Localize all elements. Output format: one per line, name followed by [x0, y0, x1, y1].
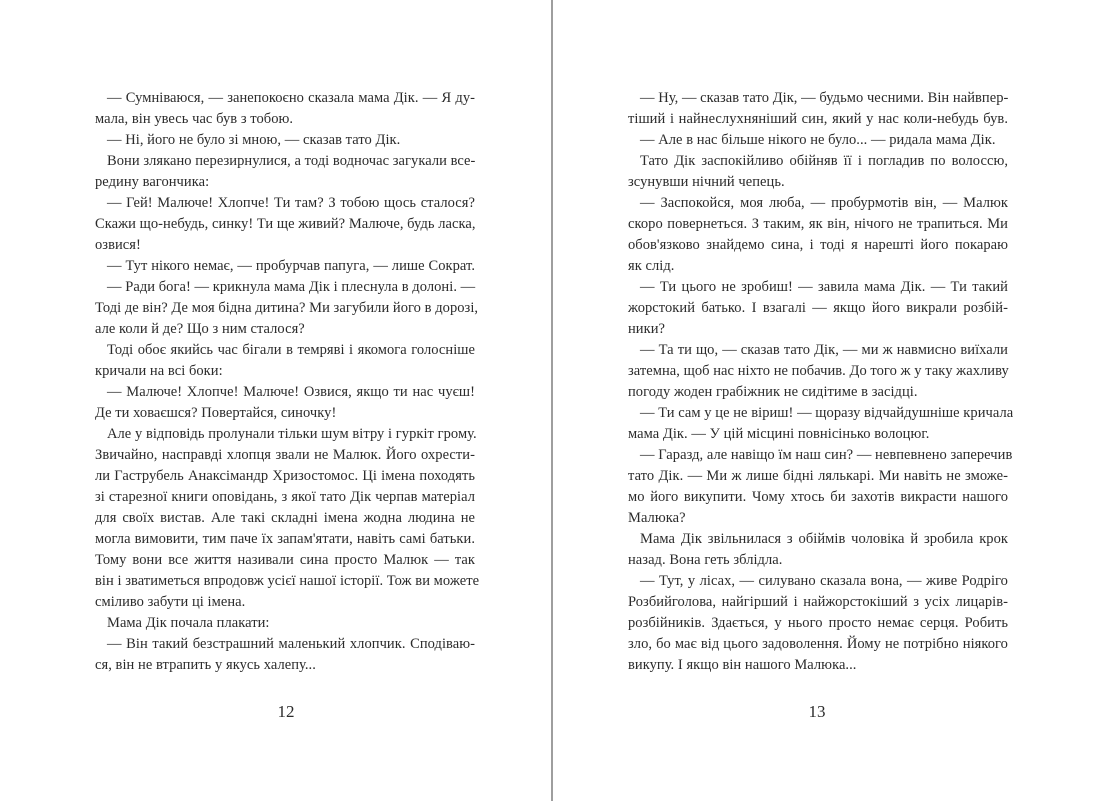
text-line: Звичайно, насправді хлопця звали не Малюк. Його охрести-	[95, 447, 475, 463]
text-line: — Ні, його не було зі мною, — сказав тато Дік.	[107, 132, 401, 148]
text-line: ся, він не втрапить у якусь халепу...	[95, 657, 316, 673]
left-page	[95, 88, 480, 676]
text-line: зі старезної книги оповідань, з якої тато Дік черпав матеріал	[95, 489, 475, 505]
text-line: зло, бо має від цього задоволення. Йому не потрібно ніякого	[628, 636, 1008, 652]
text-line: Розбийголова, найгірший і найжорстокіший з усіх лицарів-	[628, 594, 1008, 610]
text-line: викупу. І якщо він нашого Малюка...	[628, 657, 857, 673]
text-line: ли Гаструбель Анаксімандр Хризостомос. Ці імена походять	[95, 468, 475, 484]
text-line: як слід.	[628, 258, 675, 274]
text-line: — Сумніваюся, — занепокоєно сказала мама Дік. — Я ду-	[107, 90, 475, 106]
text-line: погоду жоден грабіжник не сидітиме в засідці.	[628, 384, 918, 400]
text-line: Але у відповідь пролунали тільки шум вітру і гуркіт грому.	[107, 426, 477, 442]
text-line: — Тут, у лісах, — силувано сказала вона, — живе Родріго	[640, 573, 1008, 589]
text-line: Скажи що-небудь, синку! Ти ще живий? Малюче, будь ласка,	[95, 216, 476, 232]
text-line: озвися!	[95, 237, 141, 253]
text-line: — Він такий безстрашний маленький хлопчик. Сподіваю-	[107, 636, 475, 652]
text-line: назад. Вона геть зблідла.	[628, 552, 783, 568]
page-number-right: 13	[808, 702, 826, 721]
text-line: він і зватиметься впродовж усієї нашої історії. Тож ви можете	[95, 573, 480, 589]
text-line: Тоді обоє якийсь час бігали в темряві і якомога голосніше	[107, 342, 475, 358]
text-line: — Але в нас більше нікого не було... — ридала мама Дік.	[640, 132, 996, 148]
text-line: — Ну, — сказав тато Дік, — будьмо чесними. Він найвпер-	[640, 90, 1009, 106]
text-line: сміливо забути ці імена.	[95, 594, 246, 610]
text-line: — Заспокойся, моя люба, — пробурмотів він, — Малюк	[640, 195, 1008, 211]
text-line: жорстокий батько. І взагалі — якщо його викрали розбій-	[628, 300, 1008, 316]
text-line: затемна, щоб нас ніхто не побачив. До того ж у таку жахливу	[628, 363, 1009, 379]
text-line: — Гей! Малюче! Хлопче! Ти там? З тобою щось сталося?	[107, 195, 475, 211]
text-line: але коли й де? Що з ним сталося?	[95, 321, 305, 337]
text-line: скоро повернеться. З таким, як він, нічого не трапиться. Ми	[628, 216, 1008, 232]
text-line: Де ти ховаєшся? Повертайся, синочку!	[95, 405, 337, 421]
text-line: тато Дік. — Ми ж лише бідні лялькарі. Ми навіть не зможе-	[628, 468, 1008, 484]
text-line: мо його викупити. Чому хтось би захотів викрасти нашого	[628, 489, 1008, 505]
text-line: Мама Дік почала плакати:	[107, 615, 270, 631]
text-line: — Малюче! Хлопче! Малюче! Озвися, якщо ти нас чуєш!	[107, 384, 475, 400]
text-line: редину вагончика:	[95, 174, 210, 190]
text-line: — Тут нікого немає, — пробурчав папуга, — лише Сократ.	[107, 258, 475, 274]
text-line: для своїх вистав. Але такі складні імена жодна людина не	[95, 510, 475, 526]
text-line: могла вимовити, тим паче їх запам'ятати, навіть самі батьки.	[95, 531, 475, 547]
text-line: зсунувши нічний чепець.	[628, 174, 785, 190]
text-line: ники?	[628, 321, 666, 337]
text-line: обов'язково знайдемо сина, і тоді я нарешті його покараю	[628, 237, 1008, 253]
text-line: — Ради бога! — крикнула мама Дік і плеснула в долоні. —	[107, 279, 476, 295]
text-line: Тато Дік заспокійливо обійняв її і погладив по волоссю,	[640, 153, 1008, 169]
text-line: розбійників. Здається, у нього просто немає серця. Робить	[628, 615, 1008, 631]
text-line: — Та ти що, — сказав тато Дік, — ми ж навмисно виїхали	[640, 342, 1008, 358]
text-line: — Гаразд, але навіщо їм наш син? — невпевнено заперечив	[640, 447, 1013, 463]
text-line: мала, він увесь час був з тобою.	[95, 111, 294, 127]
page-gutter	[551, 0, 553, 801]
text-line: Тоді де він? Де моя бідна дитина? Ми загубили його в дорозі,	[95, 300, 479, 316]
text-line: — Ти цього не зробиш! — завила мама Дік. — Ти такий	[640, 279, 1008, 295]
text-line: Вони злякано перезирнулися, а тоді водночас загукали все-	[107, 153, 476, 169]
text-line: мама Дік. — У цій місцині повнісінько волоцюг.	[628, 426, 930, 442]
page-number-left: 12	[277, 702, 295, 721]
text-line: Малюка?	[628, 510, 686, 526]
text-line: Тому вони все життя називали сина просто Малюк — так	[95, 552, 475, 568]
right-page	[628, 88, 1014, 676]
text-line: кричали на всі боки:	[95, 363, 223, 379]
text-line: — Ти сам у це не віриш! — щоразу відчайдушніше кричала	[640, 405, 1014, 421]
text-line: Мама Дік звільнилася з обіймів чоловіка й зробила крок	[640, 531, 1008, 547]
text-line: тіший і найнеслухняніший син, який у нас коли-небудь був.	[628, 111, 1008, 127]
